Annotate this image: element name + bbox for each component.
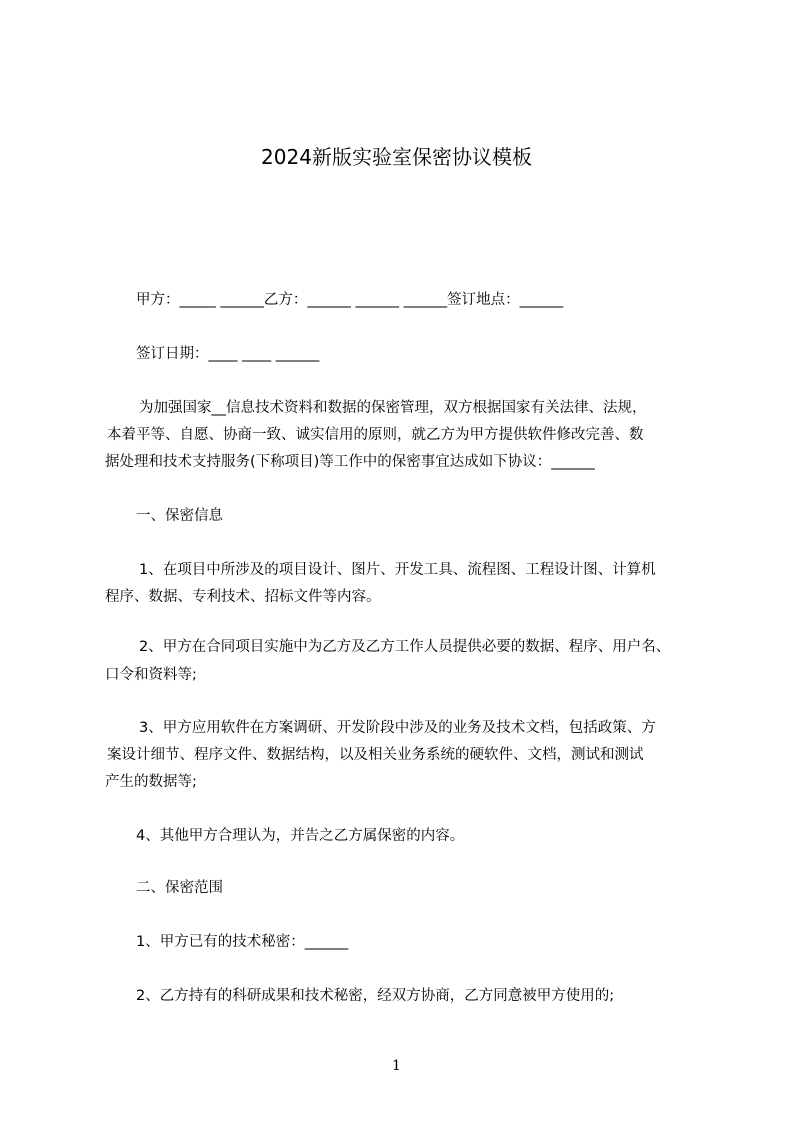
section-1-item-1-line-1: 1、在项目中所涉及的项目设计、图片、开发工具、流程图、工程设计图、计算机: [139, 562, 656, 578]
section-2-item-1: 1、甲方已有的技术秘密：______: [136, 934, 349, 950]
section-1-item-3-line-3: 产生的数据等;: [105, 774, 197, 790]
section-1-item-1-line-2: 程序、数据、专利技术、招标文件等内容。: [105, 589, 381, 605]
document-title: 2024新版实验室保密协议模板: [261, 145, 532, 169]
parties-line: 甲方：_____ ______乙方：______ ______ ______签订地点：______: [136, 292, 564, 308]
intro-line-3: 据处理和技术支持服务(下称项目)等工作中的保密事宜达成如下协议：______: [105, 454, 595, 470]
section-2-heading: 二、保密范围: [136, 880, 223, 896]
intro-line-1: 为加强国家__信息技术资料和数据的保密管理，双方根据国家有关法律、法规，: [139, 400, 647, 416]
section-2-item-2: 2、乙方持有的科研成果和技术秘密，经双方协商，乙方同意被甲方使用的;: [136, 988, 615, 1004]
page-number: 1: [392, 1058, 401, 1074]
intro-line-2: 本着平等、自愿、协商一致、诚实信用的原则，就乙方为甲方提供软件修改完善、数: [107, 427, 644, 443]
section-1-item-2-line-2: 口令和资料等;: [105, 667, 197, 683]
section-1-item-2-line-1: 2、甲方在合同项目实施中为乙方及乙方工作人员提供必要的数据、程序、用户名、: [139, 639, 671, 655]
section-1-heading: 一、保密信息: [136, 508, 223, 524]
section-1-item-3-line-2: 案设计细节、程序文件、数据结构，以及相关业务系统的硬软件、文档，测试和测试: [107, 747, 644, 763]
signing-date-line: 签订日期：____ ____ ______: [136, 346, 320, 362]
section-1-item-4: 4、其他甲方合理认为，并告之乙方属保密的内容。: [136, 828, 465, 844]
section-1-item-3-line-1: 3、甲方应用软件在方案调研、开发阶段中涉及的业务及技术文档，包括政策、方: [139, 720, 656, 736]
